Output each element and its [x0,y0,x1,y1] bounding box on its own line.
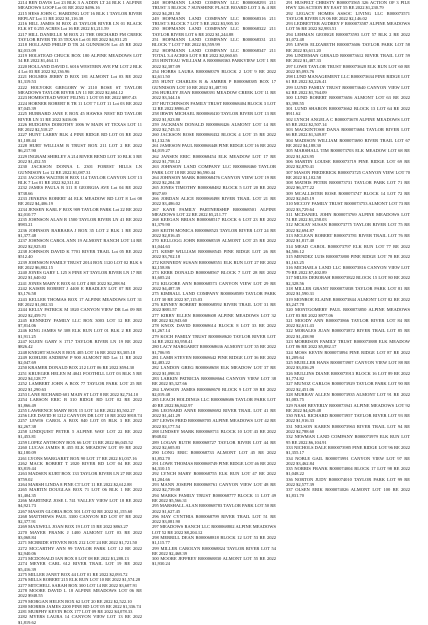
list-entry: 310 MCCOY FAMILY TRUST R000073753 ALMONT LOT 73 RE 2022 $3,729.64 [286,201,410,212]
list-entry: 272 KENNEDY SUSAN R000068551 ELK RUN LOT 27 RE 2022 $2,158.86 [152,259,276,270]
list-entry: 320 MONTGOMERY PAUL R000073850 ALPINE MEADOWS LOT 83 RE 2022 $977.06 [286,307,410,318]
text-column-3 [286,0,410,498]
list-entry: 255 HUNT CHARLES R & AMBER P R000068385 BOX 17 GUNNISON LOT 10 RE 2022 $1,487.93 [152,79,276,90]
list-entry: 294 LEHMAN GEORGE R000073593 LOT 57 BLK 2 RE 2022 $1,072.48 [286,31,410,43]
list-entry: 2270 MAYER FRANK J 1400 ALMONT LOT 03 RE 2022 $3,068.84 [18,529,142,540]
list-entry: 321 MOODY ANN R000073866 TAYLOR RIVER LOT 84 RE 2022 $2,611.43 [286,317,410,329]
list-entry: 292 LYNCH MARY R000068755 ELK RUN LOT 47 RE 2022 $1,204.66 [152,471,276,482]
list-entry: 2275 MILLER JANET BOX 44 LOT 01 RE 2022 $2,093.72 [18,572,128,578]
list-entry: 253 HINTEAU WILLIAM A R000068363 PARKVIEW LOT 1 RE 2022 $2,387.09 [152,58,276,69]
list-entry: 335 NORRIS FRANK R000074004 BLOCK 17 LOT 98 RE 2022 $1,048.22 [286,466,410,477]
list-entry: 313 MCLEAN ROBERT R000073781 RIVER TRAIL LOT 76 RE 2022 $1,817.40 [286,233,410,244]
list-entry: 254 HOBBS LAURA R000068379 BLOCK 2 LOT 9 RE 2022 $2,611.50 [152,68,276,80]
list-entry: 2254 LARSON ERIC B 310 RIDGE RD LOT 02 RE 2022 $1,866.49 [18,397,142,408]
list-entry: 2219 HOLSTEAD CHUCK BOX 180 ALPINE MEADOWS LOT 34 RE 2022 $1,464.11 [18,52,142,64]
list-entry: 289 LOGAN RUTH R000068727 TAYLOR RIVER LOT 44 RE 2022 $2,605.83 [152,439,276,450]
list-entry: 297 LOWE TAYLOR TRUST R000073628 ELK RUN LOT 60 RE 2022 $5,093.76 [286,63,410,74]
list-entry: 327 MUNOZ CARLOS R000073929 TAYLOR PARK LOT 90 RE 2022 $2,451.06 [286,381,410,392]
list-entry: 301 LUND SHARON R000073662 BLOCK 13 LOT 64 RE 2022 $911.62 [286,105,410,117]
list-entry: 268 KEEGAN BRIAN R000068517 BLOCK 6 LOT 23 RE 2022 $1,379.90 [152,217,276,228]
list-entry: 257 HUTCHINSON FAMILY TRUST R000068404 BLOCK 3 LOT 12 RE 2022 $986.47 [152,100,276,111]
list-entry: 251 HOFMANN LAND COMPANY LLC R000068331 211 BLOCK 7 LOT 7 RE 2022 $3,559.99 [152,37,276,48]
list-entry: 306 MARTIN LOUISE R000073719 PINE RIDGE LOT 69 RE 2022 $2,870.41 [286,158,410,170]
list-entry: 260 JACKSON ROSE R000068432 BLOCK 4 LOT 15 RE 2022 $1,132.56 [152,132,276,143]
list-entry: 2224 HORNER ROBERT R TR 11 LOT 7 LOT 11 Lot 03 RE 2022 $7,045.39 [18,100,142,111]
list-entry: 2215 HESS JOHN C. HARDING LOT 16 BLK 1 TAYLOR RIVER REPLAT Lot 11 RE 2022 $1,116.38 [18,10,142,21]
list-entry: 302 LYNCH ANGELA C R000073678 ALPINE MEADOWS LOT 65 RE 2022 $2,507.14 [286,116,410,127]
list-entry: 299 MILLER CAROLYN R000068824 TAYLOR RIVER LOT 54 RE 2022 $2,468.39 [152,545,276,556]
list-entry: 2267 MASON GLORIA BOX 501 LOT 02 RE 2022 $1,155.60 [18,508,133,514]
list-entry: 319 MONROE ELAINE R000073844 ALMONT LOT 82 RE 2022 $3,247.78 [286,296,410,307]
list-entry: 2277 MITCHELL SARAH BOX 300 LOT 14 RE 2022 $3,607.91 [18,582,138,588]
list-entry: 248 HOFMANN LAND COMPANY LLC R000068293 211 TRUST 3 BLOCK 7 SUNSHINE PLACE BOARD LOT 3 & 4 RE 2022 $4,281.50 [152,0,276,16]
list-entry: 295 MARSHALL ALAN R000068783 TAYLOR PARK LOT 50 RE 2022 $1,627.45 [152,503,276,514]
list-entry: 332 NEWMAN LAND COMPANY R000073979 ELK RUN LOT 95 RE 2022 $6,104.91 [286,434,410,445]
list-entry: 323 MORRISON FAMILY TRUST R000073888 ELK MEADOW LOT 86 RE 2022 $5,882.17 [286,339,410,350]
list-entry: 2263 MADSEN KURT BOX 133 TAYLOR RIVER LN 27 RE 2022 $759.02 [18,471,142,482]
list-entry: 2264 MARSH LINDA 8 PINE CT LOT 11 RE 2022 $2,612.88 [18,482,132,488]
list-entry: 2259 LOPEZ ANTHONY BOX 66 LOT 13 RE 2022 $6,045.52 [18,439,133,445]
list-entry: 2271 MCBRIDE STEVEN BOX 212 LOT 24 RE 2022 $1,721.50 [18,540,138,546]
list-entry: 325 MUELLER HANS R000073907 CANYON VIEW LOT 88 RE 2022 $3,036.29 [286,360,410,371]
list-entry: 2273 MCDONALD IAN BOX 8 LOT 08 RE 2022 $1,288.13 [18,556,129,562]
list-entry: 2281 MURPHY KEVIN BOX 177 LOT 09 RE 2022 $4,078.33 [18,609,133,615]
list-entry: 2247 KLEIN GARY S 1717 TAYLOR RIVER LN 19 RE 2022 $826.42 [18,339,142,350]
list-entry: 291 LOWE THOMAS R000068749 PINE RIDGE LOT 46 RE 2022 $4,310.15 [152,460,276,472]
list-entry: 2260 LUCAS JAMES R 455 ELK MEADOW LOT 09 RE 2022 $2,180.09 [18,444,142,456]
list-entry: 274 KILGORE ANN R000068573 CANYON VIEW LOT 29 RE 2022 $4,487.39 [152,280,276,292]
list-entry: 2256 LEE DAVID H 1212 CANYON DR LOT 10 RE 2022 $918.74 [18,413,142,419]
list-entry: 336 NORTON JUDY R000074010 TAYLOR PARK LOT 99 RE 2022 $2,577.39 [286,476,410,488]
list-entry: 2229 INGRAM SHIRLEY A 214 RIVER BEND LOT 10 BLK 3 RE 2022 $1,452.55 [18,153,142,164]
list-entry: 2252 LAMBERT JOHN A BOX 77 TAYLOR PARK LOT 25 RE 2022 $1,290.63 [18,381,142,392]
text-column-1 [18,0,142,625]
list-entry: 288 LINDSEY MARK R000068711 BLOCK 10 LOT 43 RE 2022 $948.02 [152,429,276,440]
list-entry: 2241 JONES MARY E BOX 61 LOT 4 RE 2022 $2,288.94 [18,280,126,286]
list-entry: 278 KNOX DAVID R000068614 BLOCK 8 LOT 33 RE 2022 $1,267.14 [152,323,276,334]
list-entry: 275 KIMBALL LAND COMPANY R000068589 TAYLOR PARK LOT 30 RE 2022 $7,115.03 [152,291,276,302]
list-entry: 2257 LEWIS CAROL A BOX 840 LOT 05 BLK 3 RE 2022 $2,267.38 [18,418,142,429]
list-entry: 285 LEACH HOLDINGS LLC R000068686 TAYLOR PARK LOT 40 RE 2022 $6,842.97 [152,397,276,408]
list-entry: 2216 HILL JAMES M BOX 43 TAYLOR RIVER LN 01 BLACK ELK ST 0.255 ACRES Lot 16 RE 2022 $1,211.59 [18,21,142,32]
list-entry: 2255 LAWRENCE MARY BOX 15 LOT 14 RE 2022 $3,502.27 [18,407,135,413]
list-entry: 337 OLSEN ERIK R000074026 ALMONT LOT 100 RE 2022 $1,831.70 [286,487,410,498]
list-entry: 315 MENDEZ LUIS R000073800 PINE RIDGE LOT 78 RE 2022 $1,163.25 [286,254,410,265]
list-entry: 331 NELSON KAREN R000073963 RIVER TRAIL LOT 94 RE 2022 $2,788.60 [286,423,410,435]
list-entry: 316 MICHAELS LAND LLC R000073816 CANYON VIEW LOT 79 RE 2022 $7,402.89 [286,264,410,276]
list-entry: 263 JOHNSON LAND COMPANY LLC R000068460 TAYLOR PARK LOT 18 RE 2022 $6,590.44 [152,164,276,175]
list-entry: 252 HOFMANN LAND COMPANY LLC R000068347 211 TOTAL 3.4 ACRES LOT 8 RE 2022 $2,060.65 [152,47,276,58]
list-entry: 326 MULLINS DIANE R000073913 BLOCK 16 LOT 89 RE 2022 $1,774.82 [286,370,410,382]
list-entry: 307 MASON FREDERICK R000073725 CANYON VIEW LOT 70 RE 2022 $1,102.58 [286,169,410,180]
list-entry: 2226 HUDGENS DOROTHY 1006 W MAIN ST TEXAS LOT 11 RE 2022 $2,518.27 [18,121,142,133]
list-entry: 2227 HUNT LARRY BLK 4 PINE RIDGE RD LOT 03 RE 2022 $1,108.44 [18,132,142,143]
list-entry: 264 JOHNSON MARK R000068476 CANYON VIEW LOT 19 RE 2022 $2,204.38 [152,174,276,186]
list-entry: 276 KINNEY ROBERT R000068592 RIVER TRAIL LOT 31 RE 2022 $881.57 [152,301,276,313]
list-entry: 2258 LINDQUIST PETER 5 ALPINE WAY LOT 22 RE 2022 $1,453.81 [18,429,142,440]
list-entry: 303 MACKINTOSH DANA R000073684 TAYLOR RIVER LOT 66 RE 2022 $1,349.87 [286,127,410,138]
list-entry: 2223 HOMESTEAD WEST FILING 1 LOT 05 RE 2022 $897.43 [18,95,137,101]
list-entry: 308 MATHIS PETER R000073731 TAYLOR PARK LOT 71 RE 2022 $6,377.22 [286,180,410,191]
list-entry: 2234 JENSEN KARL F BOX 909 TAYLOR PARK Lot 22 RE 2022 $2,010.77 [18,206,142,217]
list-entry: 305 MARSHALL TIM R000073703 ELK MEADOW LOT 68 RE 2022 $1,623.95 [286,148,410,159]
list-entry: 2274 MEYER CARL 612 RIVER TRAIL LOT 19 RE 2022 $5,416.39 [18,561,142,572]
list-entry: 2250 KRAMER DONALD BOX 212 LOT 06 RE 2022 $594.30 [18,365,135,371]
list-entry: 267 KANE FAMILY PARTNERSHIP R000068501 ALPINE MEADOWS LOT 22 RE 2022 $5,211.77 [152,206,276,217]
list-entry: 2231 JACOBS WALTER H BOX 114 TAYLOR CANYON LOT 13 BLK 7 Lot 01 RE 2022 $2,311.02 [18,174,142,186]
list-entry: 2244 KELLY PATRICK M 1820 CANYON VIEW DR Lot 09 RE 2022 $2,459.71 [18,307,142,318]
list-entry: 280 LACY MARGARET R000068636 ALMONT LOT 35 RE 2022 $1,706.95 [152,344,276,355]
list-entry: 282 LANDON GREG R000068658 ELK MEADOW LOT 37 RE 2022 $1,098.31 [152,365,276,376]
list-entry: 270 KELLOGG JOHN R000068539 ALMONT LOT 25 RE 2022 $1,044.63 [152,238,276,249]
list-entry: 290 LONG ERIC R000068733 ALMONT LOT 45 RE 2022 $1,852.70 [152,450,276,461]
list-entry: 2218 HOLLAND PHILIP D TR 24 GUNNISON Lot 45 RE 2022 $2,013.09 [18,42,142,53]
list-entry: 2276 MILLS ROBERT 215 ELK RUN LOT 10 RE 2022 $1,574.28 [18,577,141,583]
list-entry: 271 KEMP WILLIAM R000068545 PINE RIDGE LOT 26 RE 2022 $3,702.18 [152,248,276,260]
list-entry: 286 LEONARD ANNE R000068692 RIVER TRAIL LOT 41 RE 2022 $1,441.29 [152,407,276,419]
list-entry: 2265 MARTIN DOUGLAS BOX 71 LOT 06 BLK 1 RE 2022 $1,404.35 [18,487,142,498]
list-entry: 311 MCDANIEL JOHN R000073769 ALPINE MEADOWS LOT 74 RE 2022 $1,258.03 [286,211,410,223]
list-entry: 2242 KAISER ROBERT J 4400 E BRADLEY LOT 07 RE 2022 $3,176.58 [18,286,142,297]
list-entry: 2232 JAMES PAULA R 311 E GEORGIA AVE Lot 04 RE 2022 $738.66 [18,185,142,196]
list-entry: 298 MERRILL DEAN R000068818 BLOCK 12 LOT 53 RE 2022 $1,115.77 [152,534,276,546]
list-entry: 312 MCKAY SUSAN R000073775 TAYLOR RIVER LOT 75 RE 2022 $2,694.87 [286,222,410,233]
list-entry: 2236 JOHNSON BARBARA J BOX 35 LOT 2 BLK 1 RE 2022 $1,377.48 [18,227,142,239]
list-entry: 2278 MOORE DAVID L 18 ALPINE MEADOWS LOT 06 RE 2022 $948.55 [18,587,142,599]
list-entry: 277 KIRBY ELLEN R000068608 ALPINE MEADOWS LOT 32 RE 2022 $2,943.60 [152,312,276,323]
list-entry: 2253 LANE RICHARD 601 MAIN ST LOT 8 RE 2022 $2,734.10 [18,391,139,397]
list-entry: 287 LEWIS FRED R000068705 ALPINE MEADOWS LOT 42 RE 2022 $3,177.54 [152,418,276,429]
list-entry: 300 LUND ROBERT R000073656 ALMONT LOT 63 RE 2022 $3,398.55 [286,95,410,106]
list-entry: 2237 JOHNSON CAROL ANN 19 ALMONT RANCH LOT 14 RE 2022 $2,925.83 [18,238,142,249]
list-entry: 2269 MAXWELL JOAN BOX 19 LOT 15 RE 2022 $863.27 [18,524,128,530]
list-entry: 256 HURLEY JEAN R000068391 MEADOW CREEK LOT 11 RE 2022 $3,344.16 [152,90,276,101]
list-entry: 2225 HUBBARD JANE E BOX 45 HAWKS NEST RD TAYLOR RIVER LN 31 RE 2022 $416.06 [18,111,142,122]
list-entry: 2233 JENKINS ROBERT 44 ELK MEADOW RD LOT 8 Lot 08 RE 2022 $4,406.19 [18,195,142,207]
list-entry: 2248 KNIGHT SUSAN E BOX 405 LOT 16 RE 2022 $3,305.18 [18,349,136,355]
list-entry: 266 JORDAN ALICE R000068498 RIVER TRAIL LOT 21 RE 2022 $3,486.02 [152,195,276,207]
list-entry: 329 NASH BEVERLY R000073941 ALPINE MEADOWS LOT 92 RE 2022 $4,629.48 [286,402,410,413]
list-entry: 291 HUSFELT CHRISTY R000073565 326 ACTION OF 3 PILE HWY 326 ACTION BY EAST 55 RE 2022 $1,230.79 [286,0,410,11]
list-entry: 314 MEAD CAROL R000073797 ELK RUN LOT 77 RE 2022 $4,506.12 [286,243,410,254]
list-entry: 2262 MACK ROBERT T 2020 RIVER RD LOT 04 RE 2022 $3,819.44 [18,460,142,472]
list-entry: 295 LEWIS ELIZABETH R000073606 TAYLOR PARK LOT 58 RE 2022 $3,611.20 [286,42,410,53]
list-entry: 283 LARKIN PATRICIA R000068664 CANYON VIEW LOT 38 RE 2022 $5,327.66 [152,376,276,387]
list-entry: 250 HOFMANN LAND COMPANY LLC R000068322 211 TAYLOR RIVER LOT 6 RE 2022 $1,244.88 [152,26,276,37]
list-entry: 265 JONES TIMOTHY R000068482 BLOCK 5 LOT 20 RE 2022 $927.69 [152,185,276,196]
list-entry: 2222 HOLYOKE GREGORY W 2110 ROSE ST TAYLOR MEADOWS TAYLOR RIVER LN 11 RE 2022 $2,604.12 [18,84,142,96]
list-entry: 2235 JOHNSON ALAN R 1500 TAYLOR RIVER LN 41 RE 2022 $983.21 [18,217,142,228]
list-entry: 2279 MORGAN HELEN BOX 62 LOT 20 RE 2022 $2,522.10 [18,598,132,604]
list-entry: 334 NOBLE GAIL R000073991 CANYON VIEW LOT 97 RE 2022 $3,462.84 [286,455,410,466]
list-entry: 259 JACKMAN DONALD R000068426 ALMONT LOT 14 RE 2022 $2,745.31 [152,121,276,133]
list-entry: 262 JANSEN ERIC R000068454 ELK MEADOW LOT 17 RE 2022 $1,758.12 [152,153,276,164]
list-entry: 2214 BEN DAVIS Lot 23 BLK 3 A ADDN LT 24 BLK 1 ALPINE MEADOWS LOOP Lot 01 RE 2022 $496.16 [18,0,142,11]
list-entry: 296 MAY CYNTHIA R000068799 RIVER TRAIL LOT 51 RE 2022 $3,081.90 [152,513,276,525]
list-entry: 279 KOCH FAMILY TRUST R000068620 TAYLOR RIVER LOT 34 RE 2022 $3,958.41 [152,333,276,344]
list-entry: 2272 MCCARTHY ANN 99 TAYLOR PARK LOT 12 RE 2022 $2,940.06 [18,545,142,556]
text-column-2 [152,0,276,567]
list-entry: 328 MURRAY ALLEN R000073935 ALMONT LOT 91 RE 2022 $1,083.75 [286,391,410,403]
list-entry: 269 KEITH MONICA R000068523 TAYLOR RIVER LOT 24 RE 2022 $2,816.45 [152,227,276,239]
list-entry: 293 MANN JOSEPH R000068761 CANYON VIEW LOT 48 RE 2022 $2,739.08 [152,482,276,493]
list-entry: 2228 HURT WILLIAM R TRUST BOX 211 LOT 2 RE 2022 $6,217.90 [18,143,142,154]
list-entry: 2217 HILL DANIELLE M BOX 21 THE ORCHARD FM CREEK TAYLOR RIVER TR 35 TEXAS Lot 01 RE 2022 $4,931.25 [18,31,142,43]
list-entry: 324 MOSS KEVIN R000073894 PINE RIDGE LOT 87 RE 2022 $1,209.64 [286,349,410,360]
list-entry: 2246 KING JAMES W 308 ELK RUN LOT 01 BLK 2 RE 2022 $1,911.25 [18,328,142,339]
list-entry: 330 NEAL RICHARD R000073957 TAYLOR RIVER LOT 93 RE 2022 $1,916.33 [286,413,410,424]
list-entry: 318 MILLER GRANT R000073838 TAYLOR PARK LOT 81 RE 2022 $1,590.31 [286,286,410,297]
list-entry: 2268 MATTHEWS PAUL 3300 CANYON RD LOT 07 RE 2022 $2,377.91 [18,513,142,525]
list-entry: 2282 MYERS LAURA 14 CANYON VIEW LOT 13 RE 2022 $1,819.62 [18,614,142,625]
list-entry: 2251 KRUEGER HELEN M 4041 FOOTHILL LOT 03 BLK 5 RE 2022 $4,128.77 [18,370,142,382]
list-entry: 273 KERR DONALD R000068567 BLOCK 7 LOT 28 RE 2022 $1,605.24 [152,270,276,281]
list-entry: 292 LEGACY HOMES ASSOC LIVING LLC R000073571 TAYLOR RIVER LN 06 RE 2022 $2,146.02 [286,10,410,21]
list-entry: 258 IRWIN MICHAEL R000068410 TAYLOR RIVER LOT 13 RE 2022 $1,923.80 [152,111,276,122]
list-entry: 293 LEDBETTER AUDREY F R000073587 ALPINE MEADOWS LOT 56 RE 2022 $2,983.51 [286,21,410,32]
list-entry: 297 MEADOWS RANCH LLC R000068802 ALPINE MEADOWS LOT 52 RE 2022 $8,204.12 [152,524,276,535]
list-entry: 298 LUND MANAGEMENT LLC R000073634 PINE RIDGE LOT 61 RE 2022 $2,226.41 [286,74,410,85]
list-entry: 284 LAWSON JAMES R000068670 BLOCK 9 LOT 39 RE 2022 $2,019.48 [152,386,276,397]
list-entry: 2243 KELLER THOMAS BOX 17 ALPINE MEADOWS LOT 31 RE 2022 $1,002.33 [18,296,142,307]
list-entry: 2221 HOLMES JERRY D BOX 181 ALMONT Lot 03 RE 2022 $1,319.53 [18,74,142,85]
list-entry: 2266 MARTINEZ JOSE L 741 VALLEY VIEW LOT 18 RE 2022 $4,921.73 [18,497,142,509]
list-entry: 304 MADISON WILLIAM R000073690 RIVER TRAIL LOT 67 RE 2022 $4,188.30 [286,137,410,149]
list-entry: 2220 HOLLAND DAVID L 6016 WESTERN AVE FM LOT 2 BLK 4 Lot 03 RE 2022 $2,136.96 [18,63,142,74]
list-entry: 261 JAMESON PAUL R000068448 PINE RIDGE LOT 16 RE 2022 $4,019.27 [152,143,276,154]
list-entry: 296 LINDEMAN GERALD R000073612 RIVER TRAIL LOT 59 RE 2022 $1,487.33 [286,52,410,64]
list-entry: 2239 JOHNSON FAMILY TRUST 2014 BOX 1120 LOT 02 BLK 6 RE 2022 $6,802.15 [18,259,142,270]
list-entry: 333 NICHOLS DALE R000073985 PINE RIDGE LOT 96 RE 2022 $1,355.17 [286,444,410,456]
list-entry: 299 LUND FAMILY TRUST R000073640 CANYON VIEW LOT 62 RE 2022 $1,764.09 [286,84,410,96]
list-entry: 2249 KOHLER ANDREW P 900 ALMONT RD Lot 11 RE 2022 $2,047.69 [18,354,142,366]
list-entry: 2240 JONES GARY L 125 S PINE ST TAYLOR RIVER LN 17 RE 2022 $1,640.02 [18,270,142,281]
list-entry: 317 MILES DEBORAH R000073822 BLOCK 15 LOT 80 RE 2022 $2,328.56 [286,275,410,286]
list-entry: 2261 LYONS MARGARET BOX 90 LOT 17 RE 2022 $1,037.16 [18,455,137,461]
list-entry: 249 HOFMANN LAND COMPANY LLC R000068316 211 TRUST 3 BLOCK 7 LOT 5 RE 2022 $3,905.10 [152,15,276,27]
list-entry: 2245 KENNEDY FAMILY LLC BOX 3003 LOT 12 RE 2022 $7,814.06 [18,317,142,329]
list-entry: 2230 JACKSON DONNA L 2301 FOREST HILLS LN GUNNISON Lot 12 RE 2022 $1,087.31 [18,164,142,175]
list-entry: 300 MOORE JEFFREY R000068830 ALMONT LOT 55 RE 2022 $1,930.24 [152,556,276,567]
list-entry: 294 MARKS FAMILY TRUST R000068777 BLOCK 11 LOT 49 RE 2022 $5,566.31 [152,492,276,503]
list-entry: 2280 MORRIS JAMES 2200 PINE RD LOT 05 RE 2022 $1,336.74 [18,603,141,609]
list-entry: 309 MCALLISTER ROSE R000073747 BLOCK 14 LOT 72 RE 2022 $2,045.19 [286,190,410,201]
list-entry: 2238 JOHNSON DAVID K 7701 RIVER TRAIL Lot 05 RE 2022 $512.40 [18,248,142,260]
list-entry: 322 MORALES JUAN R000073872 RIVER TRAIL LOT 85 RE 2022 $1,438.90 [286,328,410,339]
list-entry: 281 LAMB STEVEN R000068642 PINE RIDGE LOT 36 RE 2022 $2,483.22 [152,354,276,366]
